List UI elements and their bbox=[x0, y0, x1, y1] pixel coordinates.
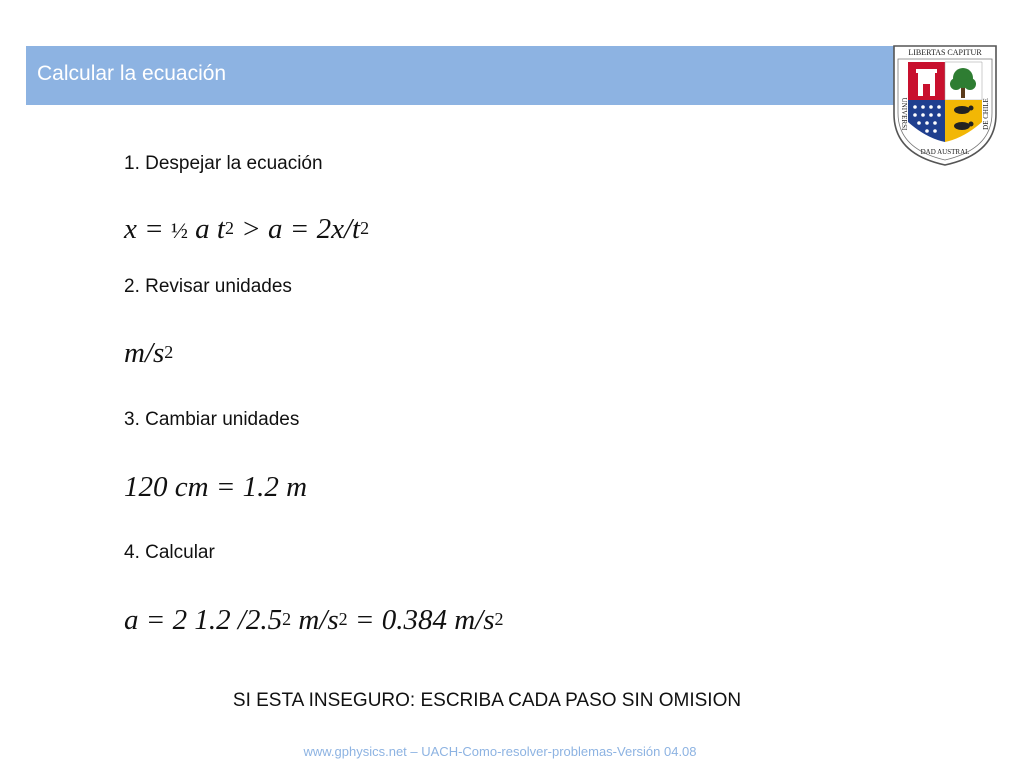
svg-text:UNIVERSI: UNIVERSI bbox=[900, 97, 908, 131]
svg-text:DE CHILE: DE CHILE bbox=[982, 98, 990, 130]
equation-units: $m/s^2$ bbox=[124, 337, 174, 369]
step-4-label: 4. Calcular bbox=[124, 542, 215, 563]
step-1-label: 1. Despejar la ecuación bbox=[124, 153, 323, 174]
svg-text:DAD AUSTRAL: DAD AUSTRAL bbox=[920, 148, 970, 156]
footer-text: www.gphysics.net – UACH-Como-resolver-problemas-Versión 04.08 bbox=[303, 744, 697, 759]
step-3-label: 3. Cambiar unidades bbox=[124, 409, 300, 430]
equation-unit-conversion: 120 cm = 1.2 m bbox=[124, 471, 308, 503]
university-crest-icon bbox=[890, 42, 1000, 168]
title-bar bbox=[26, 46, 904, 105]
warning-text: SI ESTA INSEGURO: ESCRIBA CADA PASO SIN OMISION bbox=[232, 690, 742, 711]
step-2-label: 2. Revisar unidades bbox=[124, 276, 292, 297]
slide-title: Calcular la ecuación bbox=[37, 62, 227, 85]
svg-text:LIBERTAS CAPITUR: LIBERTAS CAPITUR bbox=[908, 48, 982, 57]
equation-calculation: a = 2 1.2 $/2.5^2$ $m/s^2 = 0.384$ $m/s^2$ bbox=[124, 604, 504, 636]
equation-solve-for-a: x = ½ a $t^2 > a = 2x/t^2$ bbox=[124, 213, 370, 245]
